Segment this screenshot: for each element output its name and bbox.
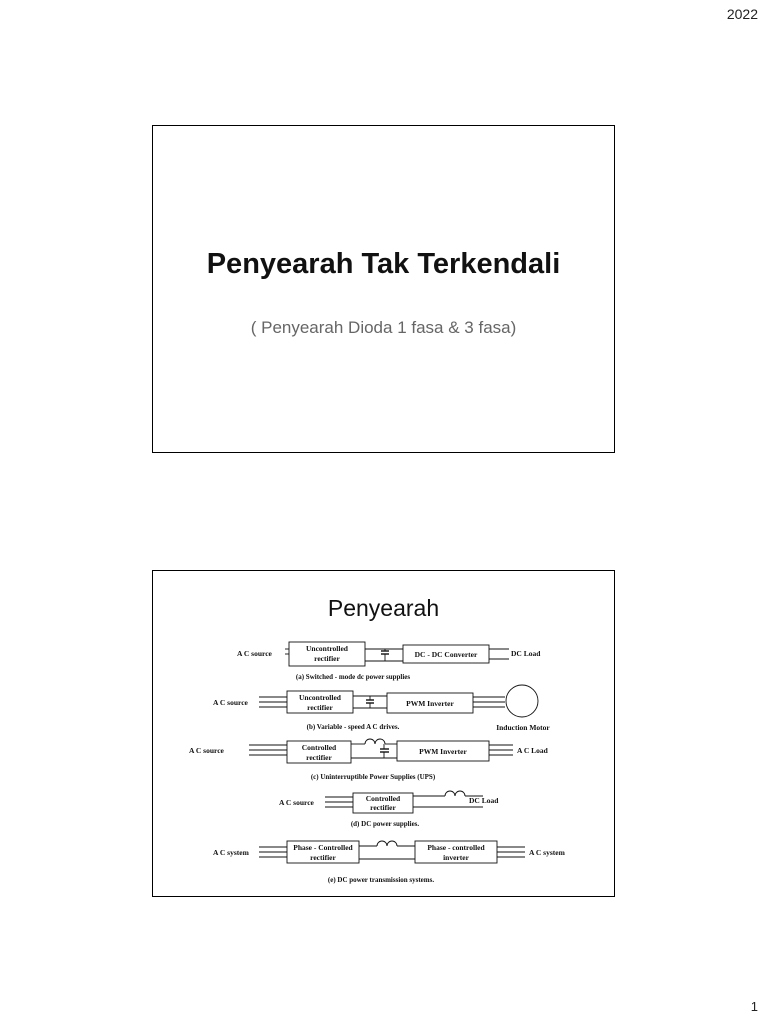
diagram-a-block1-line2: rectifier (314, 654, 340, 663)
diagram-a-block2-label: DC - DC Converter (414, 650, 478, 659)
diagram-e-block1-line2: rectifier (310, 853, 336, 862)
page-number: 1 (750, 999, 758, 1014)
slide-1 (152, 125, 615, 453)
diagram-c-block1-line1: Controlled (301, 743, 337, 752)
diagram-b-caption: (b) Variable - speed A C drives. (306, 723, 400, 731)
diagram-e-block2-line1: Phase - controlled (427, 843, 485, 852)
diagram-e-caption: (e) DC power transmission systems. (327, 876, 435, 884)
diagram-a-caption: (a) Switched - mode dc power supplies (295, 673, 411, 681)
diagram-a-load-label: DC Load (511, 649, 541, 658)
diagram-e-block2-line2: inverter (443, 853, 469, 862)
diagram-c-load-label: A C Load (517, 746, 548, 755)
diagram-b-motor-symbol (506, 685, 538, 717)
slide-1-title: Penyearah Tak Terkendali (206, 248, 561, 280)
diagram-b-block1-line1: Uncontrolled (299, 693, 341, 702)
diagram-b-block1-line2: rectifier (307, 703, 333, 712)
diagram-c (249, 739, 513, 763)
header-year: 2022 (726, 6, 758, 22)
diagram-c-block2-label: PWM Inverter (419, 747, 467, 756)
diagram-b-load-label: Induction Motor (496, 723, 550, 732)
diagram-d (325, 791, 483, 813)
slide-2 (152, 570, 615, 897)
diagram-e-block1-line1: Phase - Controlled (293, 843, 353, 852)
diagram-b-source-label: A C source (213, 698, 248, 707)
diagram-a-source-label: A C source (237, 649, 272, 658)
diagram-c-block1-line2: rectifier (306, 753, 332, 762)
diagram-e-load-label: A C system (529, 848, 565, 857)
diagram-d-load-label: DC Load (469, 796, 499, 805)
diagram-d-caption: (d) DC power supplies. (350, 820, 420, 828)
diagram-b-block2-label: PWM Inverter (406, 699, 454, 708)
slide-2-title: Penyearah (327, 595, 440, 621)
converter-block-diagrams (153, 635, 614, 895)
diagram-a-block1-line1: Uncontrolled (306, 644, 348, 653)
diagram-d-block1-line2: rectifier (370, 803, 396, 812)
diagram-c-caption: (c) Uninterruptible Power Supplies (UPS) (310, 773, 436, 781)
diagram-d-source-label: A C source (279, 798, 314, 807)
diagram-d-block1-line1: Controlled (365, 794, 401, 803)
diagram-e-source-label: A C system (213, 848, 249, 857)
slide-1-subtitle: ( Penyearah Dioda 1 fasa & 3 fasa) (250, 318, 517, 337)
diagram-c-source-label: A C source (189, 746, 224, 755)
